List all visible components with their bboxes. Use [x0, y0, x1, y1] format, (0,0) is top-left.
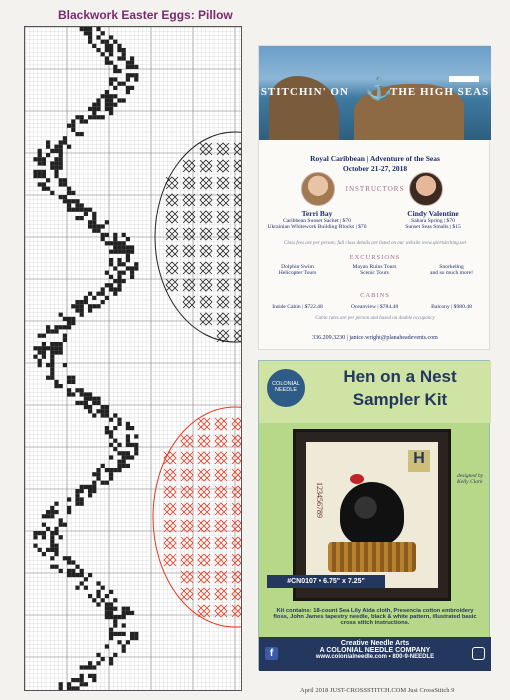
excursion-item: Scenic Tours [360, 270, 389, 276]
cabin-note: Cabin rates are per person and based on double occupancy [315, 316, 435, 321]
cruise-advertisement [258, 45, 490, 350]
company-name: Creative Needle Arts [340, 640, 410, 647]
nest-basket [328, 542, 416, 572]
cruise-contact: 336.209.3230 | janice.wright@planaheadevents.com [312, 335, 438, 341]
cabin-price: Balcony | $980.48 [431, 304, 472, 310]
cruise-event: Royal Caribbean | Adventure of the Seas [310, 154, 440, 163]
instructor-photo [409, 172, 443, 206]
company-tagline: A COLONIAL NEEDLE COMPANY [319, 647, 431, 654]
banner-right-text: THE HIGH SEAS [389, 86, 490, 98]
sampler-canvas [306, 442, 438, 588]
kit-advertisement [258, 360, 490, 670]
excursions-heading: EXCURSIONS [349, 254, 401, 261]
instructor-block [259, 209, 375, 230]
instructor-class: Sahara Spring | $70 [411, 218, 455, 224]
colonial-needle-logo: COLONIAL NEEDLE [265, 367, 307, 409]
banner-left-text: STITCHIN' ON [260, 86, 349, 98]
facebook-icon[interactable]: f [265, 647, 278, 660]
sampler-letter: H [408, 450, 430, 472]
pattern-grid [25, 27, 242, 691]
excursion-item: Dolphin Swim [281, 264, 314, 270]
page-footer: April 2018 JUST-CROSSSTITCH.COM Just CrossStitch 9 [300, 687, 455, 694]
kit-title: Hen on a Nest [343, 367, 457, 386]
instructor-block [375, 209, 491, 230]
instructor-class: Ukrainian Whitework Building Blocks | $70 [267, 224, 367, 230]
class-note: Class fees are per person; full class details are listed on our website www.sportsitching.net [283, 241, 467, 246]
instructor-class: Caribbean Sunset Sachet | $70 [283, 218, 351, 224]
kit-footer [259, 637, 491, 671]
instructor-class: Sunset Seas Smalls | $15 [405, 224, 461, 230]
designer-credit: designed by Kelly Clark [457, 473, 484, 485]
excursion-item: Snorkeling [439, 264, 464, 270]
cabin-price: Inside Cabin | $722.48 [272, 304, 323, 310]
cruise-photo [259, 46, 491, 140]
cabins-heading: CABINS [360, 292, 390, 299]
excursion-item: Helicopter Tours [278, 270, 317, 276]
company-contact: www.colonialneedle.com • 800-9-NEEDLE [315, 654, 435, 660]
instructors-heading: INSTRUCTORS [345, 185, 405, 193]
sampler-digits: 123456789 [315, 482, 324, 518]
instructor-name: Terri Bay [301, 209, 333, 218]
anchor-icon: ⚓ [365, 76, 393, 101]
hen-icon [340, 482, 404, 546]
instagram-icon[interactable] [472, 647, 485, 660]
blackwork-pattern-chart [24, 26, 242, 691]
excursion-item: and so much more! [429, 270, 474, 276]
instructor-name: Cindy Valentine [407, 209, 459, 218]
kit-contents: Kit contains: 18-count Sea Lily Aida cloth, Presencia cotton embroidery floss, John James tapestry needle, black & white pattern, illustrated basic cross stitch instructions. [273, 608, 477, 626]
excursion-item: Mayan Ruins Tours [352, 264, 397, 270]
kit-header [259, 361, 491, 423]
cruise-dates: October 21-27, 2018 [342, 164, 408, 173]
page-title: Blackwork Easter Eggs: Pillow [58, 8, 233, 22]
kit-subtitle: Sampler Kit [352, 390, 448, 409]
cabin-price: Oceanview | $784.48 [350, 304, 399, 310]
kit-badge: #CN0107 • 6.75" x 7.25" [267, 575, 385, 588]
